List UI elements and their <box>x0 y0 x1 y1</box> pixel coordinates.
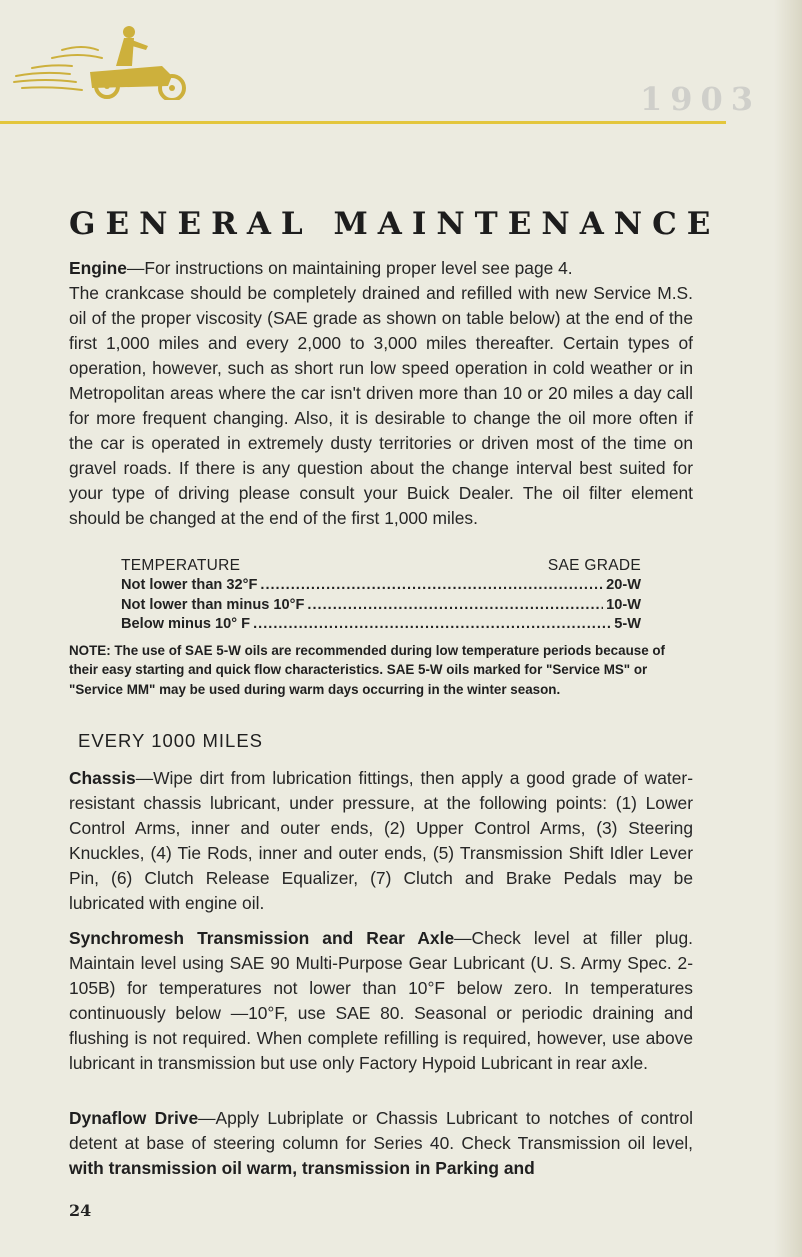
page-edge-shadow <box>774 0 802 1257</box>
dot-leader <box>253 616 611 632</box>
engine-first-line: For instructions on maintaining proper level see page 4. <box>144 258 573 278</box>
chassis-lead: Chassis <box>69 768 136 788</box>
oil-grade-table <box>121 557 641 636</box>
dynaflow-dash: — <box>198 1108 216 1128</box>
oil-table-row <box>121 616 641 636</box>
oil-table-row <box>121 597 641 617</box>
header-year: 1903 <box>640 80 762 118</box>
dynaflow-body: Apply Lubriplate or Chassis Lubricant to notches of control detent at base of steering column for Series 40. Check Transmission oil level, <box>69 1108 693 1154</box>
dot-leader <box>260 577 603 593</box>
col-temperature-header: TEMPERATURE <box>121 557 241 574</box>
chassis-paragraph <box>69 766 693 916</box>
row-temperature: Below minus 10° F <box>121 616 251 632</box>
header-rule <box>0 121 726 124</box>
row-temperature: Not lower than minus 10°F <box>121 596 305 613</box>
row-grade: 20-W <box>606 577 641 593</box>
antique-car-icon <box>12 16 192 100</box>
dynaflow-lead: Dynaflow Drive <box>69 1108 199 1128</box>
section-heading: EVERY 1000 MILES <box>78 730 264 751</box>
oil-table-row <box>121 577 641 597</box>
page-title: GENERAL MAINTENANCE <box>69 206 721 242</box>
synchromesh-paragraph <box>69 926 693 1076</box>
engine-lead: Engine <box>69 258 127 278</box>
chassis-body: Wipe dirt from lubrication fittings, then apply a good grade of water-resistant chassis lubricant, under pressure, at the following points: (1) Lower Control Arms, inner and outer ends, (2) Upper Control Arms, (3) Steering Knuckles, (4) Tie Rods, inner and outer ends, (5) Transmission Shift Idler Lever Pin, (6) Clutch Release Equalizer, (7) Clutch and Brake Pedals may be lubricated with engine oil. <box>69 768 693 914</box>
dot-leader <box>307 597 603 613</box>
chassis-dash: — <box>135 768 154 788</box>
dynaflow-emphasis: with transmission oil warm, transmission in Parking and <box>69 1158 535 1179</box>
dynaflow-paragraph <box>69 1106 693 1181</box>
oil-note: NOTE: The use of SAE 5-W oils are recommended during low temperature periods because of their easy starting and quick flow characteristics. SAE 5-W oils marked for "Service MS" or "Service MM" may be used during warm days occurring in the winter season. <box>69 643 666 697</box>
row-grade: 5-W <box>614 616 641 632</box>
synchromesh-lead: Synchromesh Transmission and Rear Axle <box>69 928 455 948</box>
engine-paragraph <box>69 256 693 532</box>
oil-table-header <box>121 557 641 577</box>
synchromesh-dash: — <box>454 928 472 948</box>
page-number: 24 <box>69 1201 92 1220</box>
engine-dash: — <box>126 258 145 278</box>
synchromesh-body: Check level at filler plug. Maintain level using SAE 90 Multi-Purpose Gear Lubricant (U. S. Army Spec. 2-105B) for temperatures not lower than 10°F below zero. In temperatures continuously below —10°F, use SAE 80. Seasonal or periodic draining and flushing is not required. When complete refilling is required, however, use above lubricant in transmission but use only Factory Hypoid Lubricant in rear axle. <box>69 928 693 1074</box>
engine-body: The crankcase should be completely drained and refilled with new Service M.S. oil of the proper viscosity (SAE grade as shown on table below) at the end of the first 1,000 miles and every 2,000 to 3,000 miles thereafter. Certain types of operation, however, such as short run low speed operation in cold weather or in Metropolitan areas where the car isn't driven more than 10 or 20 miles a day call for more frequent changing. Also, it is desirable to change the oil more often if the car is operated in extremely dusty territories or driven most of the time on gravel roads. If there is any question about the change interval best suited for your type of driving please consult your Buick Dealer. The oil filter element should be changed at the end of the first 1,000 miles. <box>69 283 693 529</box>
col-grade-header: SAE GRADE <box>547 557 641 574</box>
row-grade: 10-W <box>606 596 641 613</box>
row-temperature: Not lower than 32°F <box>121 577 258 593</box>
